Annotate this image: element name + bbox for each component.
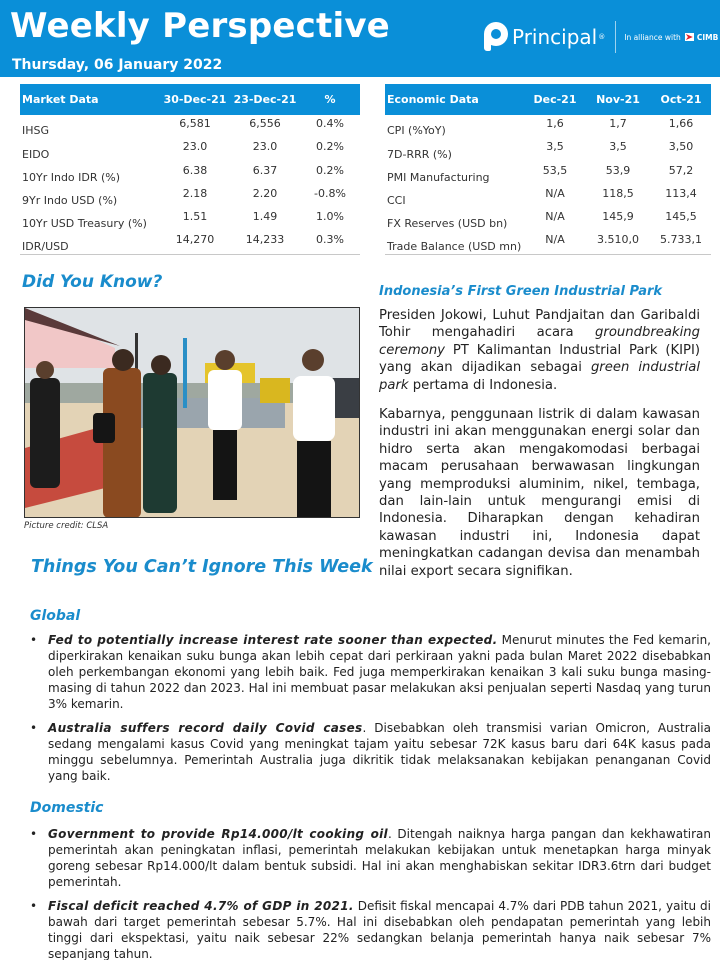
news-headline: Fed to potentially increase interest rate sooner than expected.: [48, 633, 498, 647]
news-item: [30, 720, 711, 784]
brand-name: Principal: [512, 25, 598, 49]
photo-credit: Picture credit: CLSA: [24, 521, 109, 531]
row-label: Trade Balance (USD mn): [385, 231, 525, 254]
news-headline: Australia suffers record daily Covid cases: [48, 721, 363, 735]
cell-value: 23.0: [252, 140, 278, 154]
table-title-header: Economic Data: [385, 84, 525, 115]
cell-value: N/A: [525, 231, 585, 254]
news-body: . Ditengah naiknya harga pangan dan kekhawatiran pemerintah akan peningkatan inflasi, pemerintah melakukan kebijakan untuk menetapkan harga minyak goreng sebesar Rp14.000/lt dalam bentuk subsidi. Hal ini akan menghabiskan sekitar IDR3.6trn dari budget pemerintah.: [48, 827, 712, 889]
principal-logo: [484, 20, 718, 54]
news-item: [30, 826, 711, 890]
cell-value: 0.2%: [316, 163, 344, 177]
table-row: [20, 231, 360, 254]
domestic-heading: Domestic: [30, 800, 104, 816]
row-label: FX Reserves (USD bn): [387, 217, 508, 231]
cell-value: 1.0%: [316, 210, 344, 224]
page-title: Weekly Perspective: [10, 6, 390, 46]
row-label: IHSG: [22, 124, 50, 138]
cell-value: 118,5: [602, 186, 634, 200]
cell-value: -0.8%: [314, 186, 346, 200]
cell-value: 113,4: [665, 186, 697, 200]
table-row: [385, 138, 711, 161]
logo-divider: [615, 21, 616, 53]
cell-value: 53,9: [605, 163, 631, 177]
news-body: . Disebabkan oleh transmisi varian Omicron, Australia sedang mengalami kasus Covid yang meningkat tajam yaitu sebesar 72K kasus baru dari 64K kasus pada minggu sebelumnya. Pemerintah Australia juga dikritik tidak melaksanakan kebijakan penanganan Covid yang baik.: [48, 721, 711, 783]
news-headline: Government to provide Rp14.000/lt cooking oil: [48, 827, 388, 841]
global-heading: Global: [30, 608, 81, 624]
things-heading: Things You Can’t Ignore This Week: [31, 557, 373, 577]
cell-value: 53,5: [542, 163, 568, 177]
row-label: EIDO: [22, 147, 50, 161]
table-row: [20, 115, 360, 138]
text-run: PT Kalimantan Industrial Park (KIPI) yang akan dijadikan sebagai: [379, 342, 700, 376]
italic-term: groundbreaking ceremony: [379, 325, 700, 358]
cell-value: 3,50: [668, 140, 694, 154]
column-header: Dec-21: [525, 84, 585, 115]
cell-value: 14,233: [230, 231, 300, 254]
cell-value: 1,66: [668, 117, 694, 130]
did-you-know-heading: Did You Know?: [22, 272, 163, 292]
domestic-news-list: [30, 826, 711, 960]
article-title: Indonesia’s First Green Industrial Park: [379, 284, 663, 299]
table-row: [385, 162, 711, 185]
principal-logo-icon: [484, 22, 508, 52]
cell-value: 145,9: [602, 210, 634, 224]
table-header-row: [385, 84, 711, 115]
table-row: [385, 185, 711, 208]
header-banner: [0, 0, 720, 77]
cell-value: 5.733,1: [651, 231, 711, 254]
cell-value: 57,2: [668, 163, 694, 177]
cell-value: 23.0: [182, 140, 208, 154]
text-run: pertama di Indonesia.: [408, 377, 558, 393]
cell-value: 6.38: [182, 163, 208, 177]
event-photo: [24, 307, 360, 518]
article-paragraph-2: Kabarnya, penggunaan listrik di dalam kawasan industri ini akan menggunakan energi solar dan hidro serta akan mengakomodasi berbagai macam perusahaan berwawasan lingkungan yang memproduksi aluminim, nikel, tembaga, dan lain-lain untuk mengurangi emisi di Indonesia. Diharapkan dengan kehadiran kawasan industri ini, Indonesia dapat meningkatkan cadangan devisa dan menambah nilai export secara signifikan.: [379, 407, 700, 579]
column-header: 23-Dec-21: [230, 84, 300, 115]
row-label: 10Yr USD Treasury (%): [22, 217, 147, 231]
cell-value: N/A: [545, 186, 565, 200]
table-row: [20, 185, 360, 208]
news-headline: Fiscal deficit reached 4.7% of GDP in 2021.: [48, 899, 354, 913]
table-row: [20, 162, 360, 185]
news-body: Defisit fiskal mencapai 4.7% dari PDB tahun 2021, yaitu di bawah dari target pemerintah sebesar 5.7%. Hal ini disebabkan oleh pendapatan pemerintah yang lebih tinggi dari ekspektasi, yaitu naik sebesar 22% sedangkan belanja pemerintah hanya naik sebesar 7% sepanjang tahun.: [48, 899, 712, 960]
cell-value: N/A: [545, 210, 565, 224]
cell-value: 2.20: [252, 186, 278, 200]
news-item: [30, 632, 711, 712]
table-row: [385, 231, 711, 254]
alliance-label: [624, 33, 718, 42]
market-data-table: [20, 84, 360, 255]
cell-value: 1,6: [546, 117, 564, 130]
cell-value: 145,5: [665, 210, 697, 224]
cell-value: 6,581: [179, 117, 211, 130]
cell-value: 6.37: [252, 163, 278, 177]
photo-illustration: [25, 308, 360, 518]
cell-value: 6,556: [249, 117, 281, 130]
row-label: IDR/USD: [20, 231, 160, 254]
news-item: [30, 898, 711, 960]
column-header: 30-Dec-21: [160, 84, 230, 115]
cell-value: 1.51: [182, 210, 208, 224]
cimb-logo-icon: [685, 33, 694, 41]
column-header: %: [300, 84, 360, 115]
cell-value: 2.18: [182, 186, 208, 200]
table-row: [20, 138, 360, 161]
column-header: Oct-21: [651, 84, 711, 115]
row-label: CPI (%YoY): [387, 124, 446, 138]
article-paragraph-1: [379, 307, 700, 394]
report-date: Thursday, 06 January 2022: [12, 57, 223, 73]
cell-value: 0.2%: [316, 140, 344, 154]
row-label: 9Yr Indo USD (%): [22, 194, 118, 208]
cell-value: 14,270: [160, 231, 230, 254]
cell-value: 3,5: [609, 140, 627, 154]
cell-value: 0.4%: [316, 117, 344, 130]
cell-value: 3,5: [546, 140, 564, 154]
row-label: 10Yr Indo IDR (%): [22, 170, 121, 184]
cell-value: 0.3%: [300, 231, 360, 254]
cell-value: 1.49: [252, 210, 278, 224]
news-body: Menurut minutes the Fed kemarin, diperkirakan kenaikan suku bunga akan lebih cepat dari perkiraan yakni pada bulan Maret 2022 disebabkan oleh perkembangan ekonomi yang lebih baik. Fed juga memperkirakan kenaikan 3 kali suku bunga masing-masing di tahun 2022 dan 2023. Hal ini membuat pasar melakukan aksi penjualan seperti Nasdaq yang turun 3% kemarin.: [48, 633, 711, 711]
row-label: CCI: [387, 194, 406, 208]
italic-term: green industrial park: [379, 360, 700, 393]
partner-name: CIMB: [696, 32, 719, 42]
column-header: Nov-21: [585, 84, 651, 115]
economic-data-table: [385, 84, 711, 255]
table-row: [385, 208, 711, 231]
table-row: [20, 208, 360, 231]
cell-value: 3.510,0: [585, 231, 651, 254]
table-row: [385, 115, 711, 138]
row-label: 7D-RRR (%): [387, 147, 452, 161]
row-label: PMI Manufacturing: [387, 170, 490, 184]
global-news-list: [30, 632, 711, 792]
table-title-header: Market Data: [20, 84, 160, 115]
cell-value: 1,7: [609, 117, 627, 130]
table-header-row: [20, 84, 360, 115]
alliance-text: In alliance with: [624, 32, 681, 42]
text-run: Presiden Jokowi, Luhut Pandjaitan dan Garibaldi Tohir mengahadiri acara: [379, 308, 700, 341]
registered-mark: ®: [598, 33, 606, 41]
